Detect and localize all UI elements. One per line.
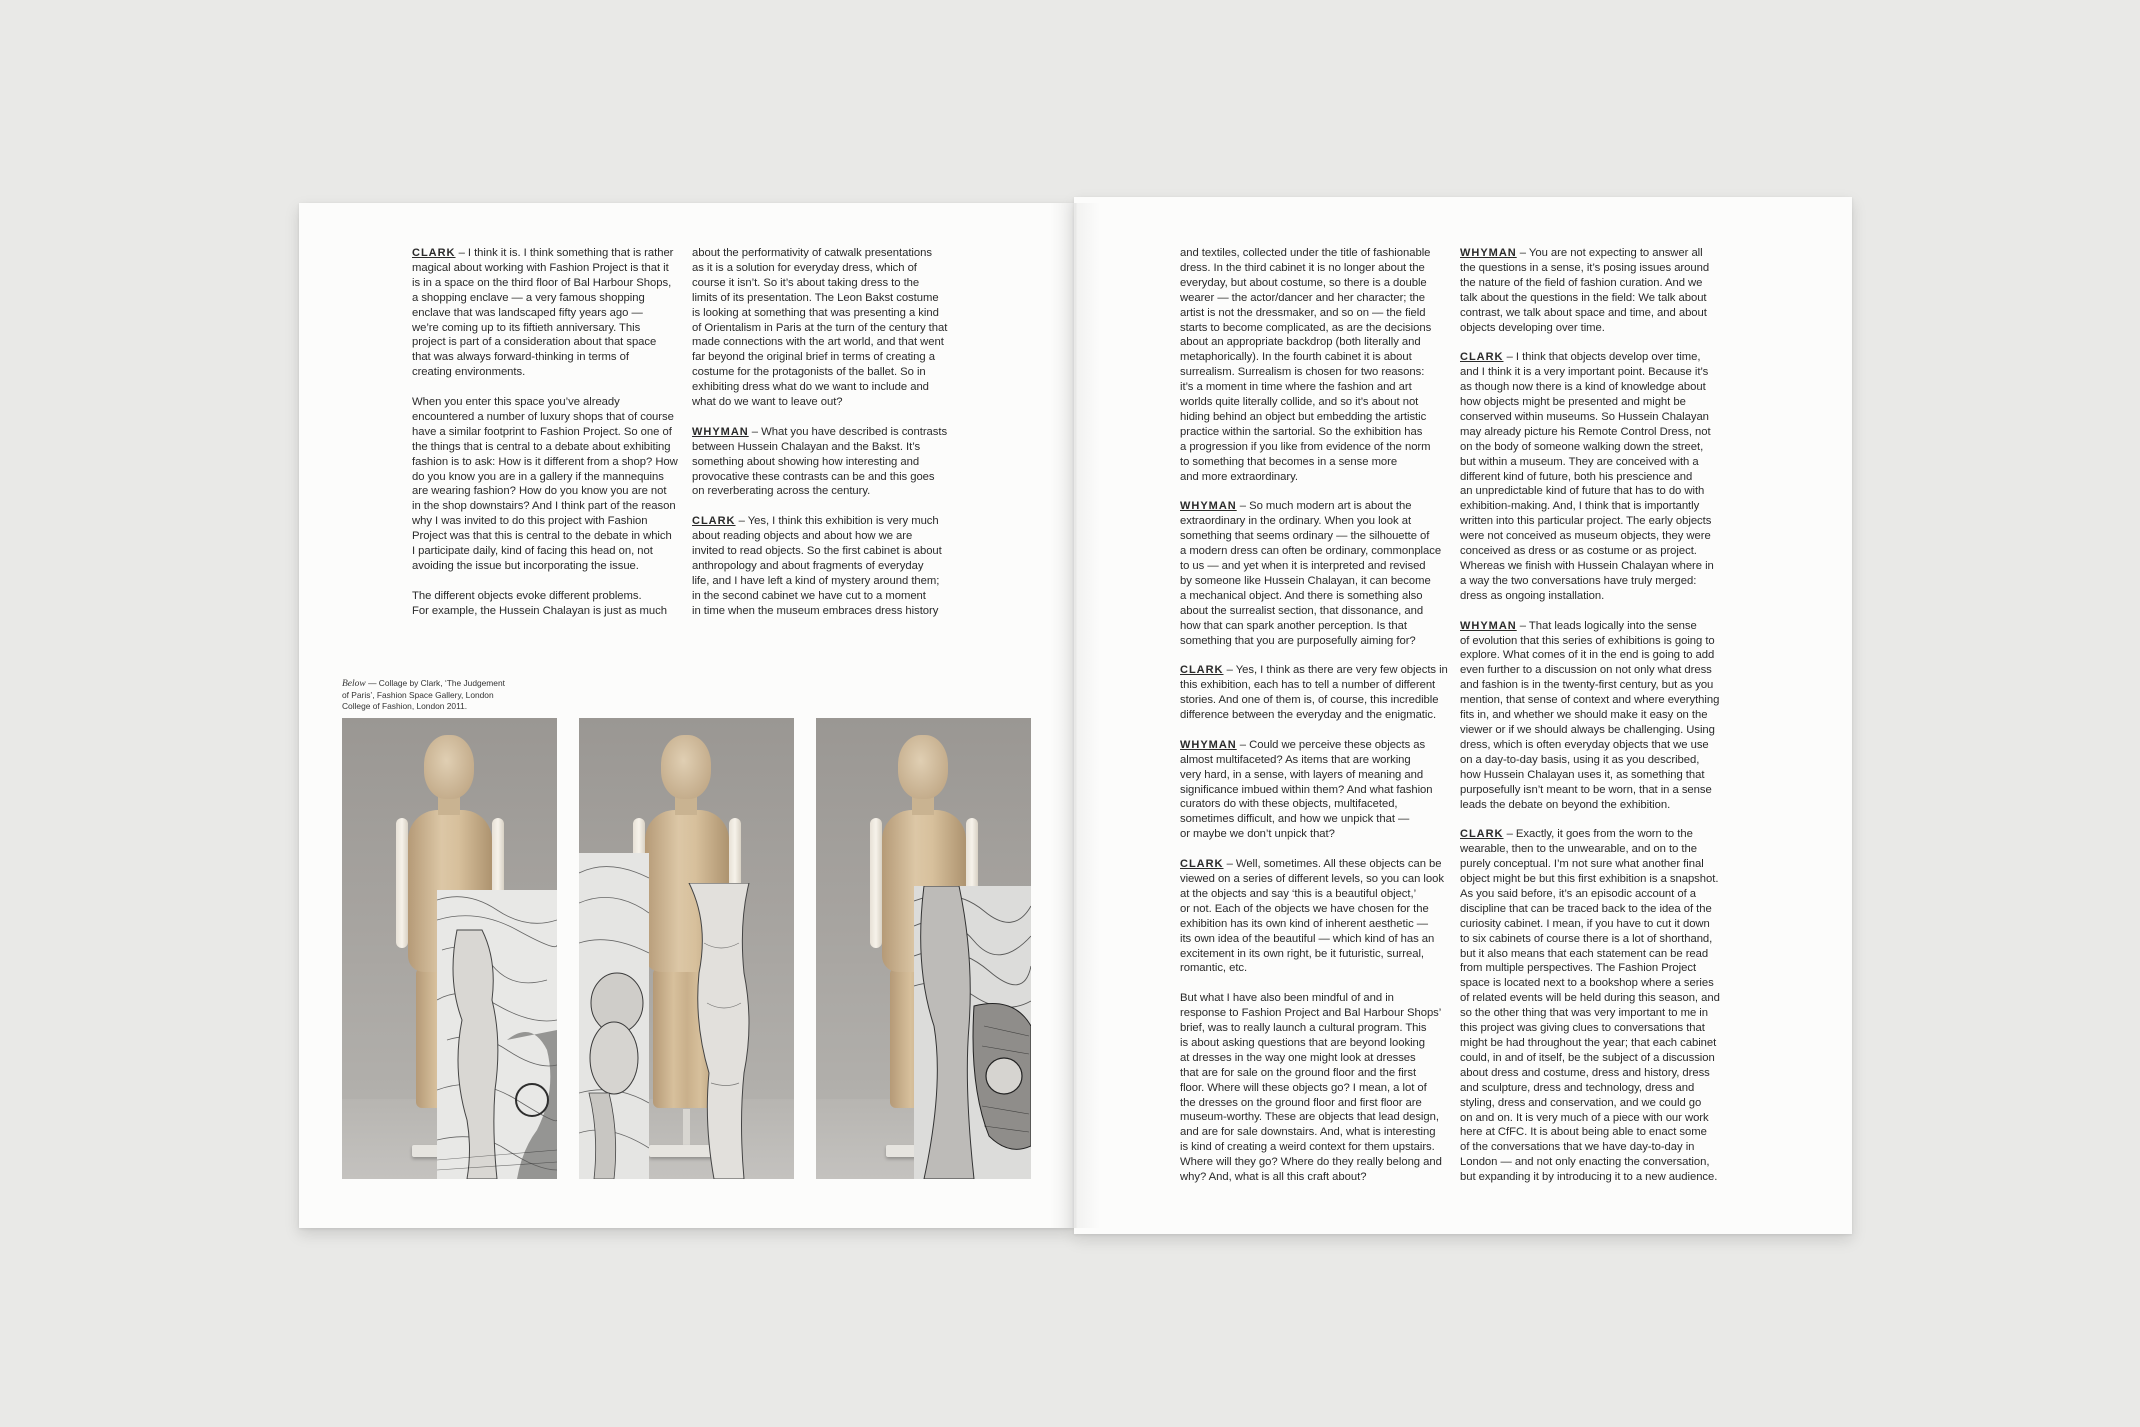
paragraph-text: The different objects evoke different problems. For example, the Hussein Chalayan is just as much [412,589,667,617]
paragraph-text: about the performativity of catwalk presentations as it is a solution for everyday dress, which of course it isn’t. So it’s about taking dress to the limits of its presentation. The Leon Bakst costume is looking at something that was presenting a kind of Orientalism in Paris at the turn of the century that made connections with the art world, and that went far beyond the original brief in terms of creating a costume for the protagonists of the ballet. So in exhibiting dress what do we want to include and what do we want to leave out? [692,247,948,409]
caption-lead: Below [342,679,366,689]
paragraph-text: – I think that objects develop over time, and I think it is a very important point. Because it’s as though now there is a kind of knowledge about how objects might be presented and might be conserved within museums. So Hussein Chalayan may already picture his Remote Control Dress, not on the body of someone walking down the street, but within a museum. They are conceived with a different kind of future, both his prescience and an unpredictable kind of future that has to do with exhibition-making. And, I think that is importantly written into this particular project. The early objects were not conceived as museum objects, they were conceived as dress or as costume or as project. Whereas we finish with Hussein Chalayan where in a way the two conversations have truly merged: dress as ongoing installation. [1460,351,1714,602]
right-page-column-2 [1460,246,1730,1200]
speaker-name: CLARK [1180,664,1224,677]
speaker-name: CLARK [1460,828,1504,841]
caption-text: — Collage by Clark, ‘The Judgement of Paris’, Fashion Space Gallery, London College of Fashion, London 2011. [342,678,505,711]
paragraph-text: When you enter this space you’ve already encountered a number of luxury shops that of course have a similar footprint to Fashion Project. So one of the things that is central to a debate about exhibiting fashion is to ask: How is it different from a shop? How do you know you are in a gallery if the mannequins are wearing fashion? How do you know you are not in the shop downstairs? And I think part of the reason why I was invited to do this project with Fashion Project was that this is central to the debate in which I participate daily, kind of facing this head on, not avoiding the issue but incorporating the issue. [412,396,678,573]
paragraph-text: – Yes, I think this exhibition is very much about reading objects and about how we are invited to read objects. So the first cabinet is about anthropology and about fragments of everyday life, and I have left a kind of mystery around them; in the second cabinet we have cut to a moment in time when the museum embraces dress history [692,515,942,617]
speaker-name: WHYMAN [1180,500,1237,513]
paragraph [1460,350,1730,603]
paragraph-text: – I think it is. I think something that is rather magical about working with Fashion Project is that it is in a space on the third floor of Bal Harbour Shops, a shopping enclave — a very famous shopping enclave that was landscaped fifty years ago — we’re coming up to its fiftieth anniversary. This project is part of a consideration about that space that was always forward-thinking in terms of creating environments. [412,247,674,379]
paragraph [412,246,682,380]
engraving-venus-peacock [437,890,557,1179]
paragraph-text: – Could we perceive these objects as almost multifaceted? As items that are working very hard, in a sense, with layers of meaning and significance imbued within them? And what fashion curators do with these objects, multifaceted, sometimes difficult, and how we unpick that — or maybe we don’t unpick that? [1180,738,1433,841]
speaker-name: CLARK [692,515,736,528]
paragraph [692,246,962,410]
speaker-name: WHYMAN [1180,738,1237,751]
paragraph [1180,499,1450,648]
speaker-name: WHYMAN [692,425,749,438]
speaker-name: WHYMAN [1460,247,1517,259]
paragraph [692,514,962,618]
speaker-name: WHYMAN [1460,619,1517,632]
paragraph-text: – Well, sometimes. All these objects can be viewed on a series of different levels, so you can look at the objects and say ‘this is a beautiful object,’ or not. Each of the objects we have chosen for the exhibition has its own kind of inherent aesthetic — its own idea of the beautiful — which kind of has an excitement in its own right, be it futuristic, surreal, romantic, etc. [1180,858,1444,975]
paragraph [1180,991,1450,1185]
paragraph [1460,619,1730,813]
paragraph-text: – That leads logically into the sense of evolution that this series of exhibitions is going to explore. What comes of it in the end is going to add even further to a discussion on not only what dress and fashion is in the twenty-first century, but as you mention, that sense of context and where everything fits in, and whether we should make it easy on the viewer or if we should always be challenging. Using dress, which is often everyday objects that we use on a day-to-day basis, using it as you described, how Hussein Chalayan uses it, as something that purposefully isn’t meant to be worn, that in a sense leads the debate on beyond the exhibition. [1460,619,1720,811]
paragraph-text: – Yes, I think as there are very few objects in this exhibition, each has to tell a number of different stories. And one of them is, of course, this incredible difference between the everyday and the enigmatic. [1180,664,1448,722]
left-page-column-2 [692,246,962,634]
paragraph [1180,663,1450,723]
paragraph [1460,827,1730,1185]
collage-photo-3 [816,718,1031,1179]
paragraph-text: – You are not expecting to answer all the questions in a sense, it’s posing issues around the nature of the field of fashion curation. And we talk about the questions in the field: We talk about contrast, we talk about space and time, and about objects developing over time. [1460,247,1710,334]
right-page-column-1 [1180,246,1450,1200]
engraving-armour-shield [914,886,1031,1179]
engraving-cupid [579,853,649,1179]
collage-photo-1 [342,718,557,1179]
paragraph-text: and textiles, collected under the title of fashionable dress. In the third cabinet it is no longer about the everyday, but about costume, so there is a double wearer — the actor/dancer and her character; the artist is not the dressmaker, and so on — the field starts to become complicated, as are the decisions about an appropriate backdrop (both literally and metaphorically). In the fourth cabinet it is about surrealism. Surrealism is chosen for two reasons: it’s a moment in time where the fashion and art worlds quite literally collide, and so it’s about not hiding behind an object but embedding the artistic practice within the sartorial. So the exhibition has a progression if you like from evidence of the norm to something that becomes in a sense more and more extraordinary. [1180,247,1432,483]
paragraph-text: – Exactly, it goes from the worn to the wearable, then to the unwearable, and on to the purely conceptual. I’m not sure what another final object might be but this first exhibition is a snapshot. As you said before, it’s an episodic account of a discipline that can be traced back to the idea of the curiosity cabinet. I mean, if you have to cut it down to six cabinets of course there is a lot of shorthand, but it also means that each statement can be read from multiple perspectives. The Fashion Project space is located next to a bookshop where a series of related events will be held during this season, and so the other thing that was very important to me in this project was giving clues to conversations that might be had throughout the year; that each cabinet could, in and of itself, be the subject of a discussion about dress and costume, dress and history, dress and sculpture, dress and technology, dress and styling, dress and conservation, and we could go on and on. It is very much of a piece with our work here at CfFC. It is about being able to enact some of the conversations that we have day-to-day in London — and not only enacting the conversation, but expanding it by introducing it to a new audience. [1460,828,1720,1184]
engraving-venus [649,883,794,1179]
paragraph [1180,738,1450,842]
paragraph-text: But what I have also been mindful of and in response to Fashion Project and Bal Harbour Shops’ brief, was to really launch a cultural program. This is about asking questions that are beyond looking at dresses in the way one might look at dresses that are for sale on the ground floor and the first floor. Where will these objects go? I mean, a lot of the dresses on the ground floor and first floor are museum-worthy. These are objects that lead design, and are for sale downstairs. And, what is interesting is kind of creating a weird context for them upstairs. Where will they go? Where do they really belong and why? And, what is all this craft about? [1180,992,1442,1184]
left-page-column-1 [412,246,682,634]
speaker-name: CLARK [1460,351,1504,364]
paragraph [1180,857,1450,976]
speaker-name: CLARK [1180,858,1224,871]
paragraph [692,425,962,500]
image-caption [342,678,532,712]
paragraph-text: – So much modern art is about the extraordinary in the ordinary. When you look at something that seems ordinary — the silhouette of a modern dress can often be ordinary, commonplace to us — and yet when it is interpreted and revised by someone like Hussein Chalayan, it can become a mechanical object. And there is something also about the surrealist section, that dissonance, and how that can spark another perception. Is that something that you are purposefully aiming for? [1180,500,1442,647]
paragraph [1180,246,1450,485]
paragraph [412,395,682,574]
paragraph-text: – What you have described is contrasts between Hussein Chalayan and the Bakst. It’s something about showing how interesting and provocative these contrasts can be and this goes on reverberating across the century. [692,425,948,498]
speaker-name: CLARK [412,247,456,259]
paragraph [412,589,682,619]
paragraph [1460,246,1730,335]
collage-photo-2 [579,718,794,1179]
